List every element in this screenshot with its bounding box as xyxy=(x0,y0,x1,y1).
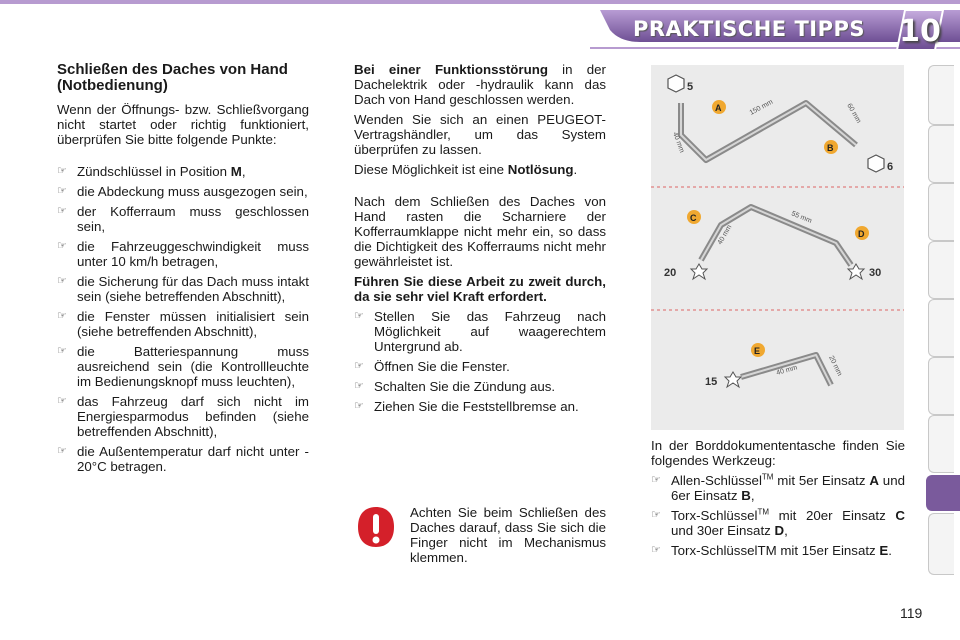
list-item: ☞ Zündschlüssel in Position M, xyxy=(57,164,309,179)
svg-text:60 mm: 60 mm xyxy=(845,102,863,125)
list-item: ☞ Öffnen Sie die Fenster. xyxy=(354,359,606,374)
svg-text:55 mm: 55 mm xyxy=(790,210,813,225)
middle-column xyxy=(354,62,606,419)
svg-text:E: E xyxy=(754,346,761,356)
left-column xyxy=(57,62,309,479)
list-item: ☞ die Fahrzeuggeschwindigkeit muss unter 10 km/h betragen, xyxy=(57,239,309,269)
list-item: ☞ Torx-Schlüssel™ mit 20er Einsatz C und 30er Einsatz D, xyxy=(651,508,905,538)
chapter-tab[interactable] xyxy=(928,65,954,125)
list-item: ☞ die Sicherung für das Dach muss intakt sein (siehe betreffenden Abschnitt), xyxy=(57,274,309,304)
svg-text:5: 5 xyxy=(687,81,694,93)
exclamation-icon xyxy=(356,505,396,549)
svg-text:B: B xyxy=(827,143,834,153)
svg-text:6: 6 xyxy=(887,161,894,173)
list-item: ☞ Allen-Schlüssel™ mit 5er Einsatz A und 6er Einsatz B, xyxy=(651,473,905,503)
chapter-tab[interactable] xyxy=(928,513,954,575)
list-item: ☞ der Kofferraum muss geschlossen sein, xyxy=(57,204,309,234)
malfunction-paragraph: Bei einer Funktionsstörung in der Dachelektrik oder -hydraulik kann das Dach von Hand geschlossen werden. xyxy=(354,62,606,107)
chapter-tab[interactable] xyxy=(928,299,954,357)
emergency-paragraph: Diese Möglichkeit ist eine Notlösung. xyxy=(354,162,578,177)
svg-text:D: D xyxy=(858,229,865,239)
page-number: 119 xyxy=(900,605,923,621)
torx-key-tool xyxy=(664,207,881,279)
warning-text: Achten Sie beim Schließen des Daches darauf, dass Sie sich die Finger nicht im Mechanismus klemmen. xyxy=(410,505,606,565)
svg-text:40 mm: 40 mm xyxy=(775,364,799,377)
svg-text:20 mm: 20 mm xyxy=(827,354,843,378)
torx-bit-icon xyxy=(691,264,707,279)
list-item: ☞ Ziehen Sie die Feststellbremse an. xyxy=(354,399,606,414)
svg-text:15: 15 xyxy=(705,376,718,388)
list-item: ☞ die Batteriespannung muss ausreichend sein (die Kontrollleuchte im Bedienungsknopf muss leuchten), xyxy=(57,344,309,389)
tool-list xyxy=(651,473,905,558)
chapter-tab-active[interactable] xyxy=(926,475,960,511)
dealer-paragraph: Wenden Sie sich an einen PEUGEOT-Vertragshändler, um das System überprüfen zu lassen. xyxy=(354,112,606,157)
torx-bit-icon xyxy=(725,372,741,387)
torx-small-key-tool xyxy=(705,343,843,388)
svg-text:40 mm: 40 mm xyxy=(716,223,734,246)
tools-intro: In der Borddokumententasche finden Sie folgendes Werkzeug: xyxy=(651,438,905,468)
page-title: PRAKTISCHE TIPPS xyxy=(632,17,865,41)
allen-key-tool xyxy=(668,75,893,173)
chapter-tab[interactable] xyxy=(928,415,954,473)
intro-paragraph: Wenn der Öffnungs- bzw. Schließvorgang nicht startet oder richtig funktioniert, überprüfen Sie bitte folgende Punkte: xyxy=(57,102,309,147)
hex-bit-icon xyxy=(868,155,884,172)
list-item: ☞ Stellen Sie das Fahrzeug nach Möglichkeit auf waagerechtem Untergrund ab. xyxy=(354,309,606,354)
svg-text:C: C xyxy=(690,213,697,223)
tools-figure xyxy=(651,65,904,430)
chapter-tab[interactable] xyxy=(928,357,954,415)
header-bar xyxy=(0,0,960,50)
step-list xyxy=(354,309,606,414)
checklist xyxy=(57,164,309,474)
svg-text:A: A xyxy=(715,103,722,113)
chapter-number: 10 xyxy=(899,14,941,49)
chapter-tab[interactable] xyxy=(928,125,954,183)
chapter-tabs xyxy=(928,65,960,575)
list-item: ☞ die Außentemperatur darf nicht unter - 20°C betragen. xyxy=(57,444,309,474)
list-item: ☞ Schalten Sie die Zündung aus. xyxy=(354,379,606,394)
torx-bit-icon xyxy=(848,264,864,279)
chapter-badge xyxy=(895,8,945,52)
svg-text:30: 30 xyxy=(869,267,882,279)
tools-illustration xyxy=(651,65,904,430)
svg-text:150 mm: 150 mm xyxy=(748,98,775,117)
list-item: ☞ die Fenster müssen initialisiert sein (siehe betreffenden Abschnitt), xyxy=(57,309,309,339)
list-item: ☞ das Fahrzeug darf sich nicht im Energiesparmodus befinden (siehe betreffenden Abschnitt), xyxy=(57,394,309,439)
chapter-tab[interactable] xyxy=(928,241,954,299)
right-column xyxy=(651,438,905,563)
section-title: Schließen des Daches von Hand (Notbedienung) xyxy=(57,61,288,94)
hinge-paragraph: Nach dem Schließen des Daches von Hand rasten die Scharniere der Kofferraumklappe nicht mehr ein, so dass die Dichtigkeit des Kofferraums nicht mehr gewährleistet ist. xyxy=(354,194,606,269)
svg-text:40 mm: 40 mm xyxy=(671,131,686,154)
hex-bit-icon xyxy=(668,75,684,92)
list-item: ☞ die Abdeckung muss ausgezogen sein, xyxy=(57,184,309,199)
two-person-paragraph: Führen Sie diese Arbeit zu zweit durch, da sie sehr viel Kraft erfordert. xyxy=(354,274,606,304)
svg-text:20: 20 xyxy=(664,267,677,279)
chapter-tab[interactable] xyxy=(928,183,954,241)
list-item: ☞ Torx-SchlüsselTM mit 15er Einsatz E. xyxy=(651,543,905,558)
